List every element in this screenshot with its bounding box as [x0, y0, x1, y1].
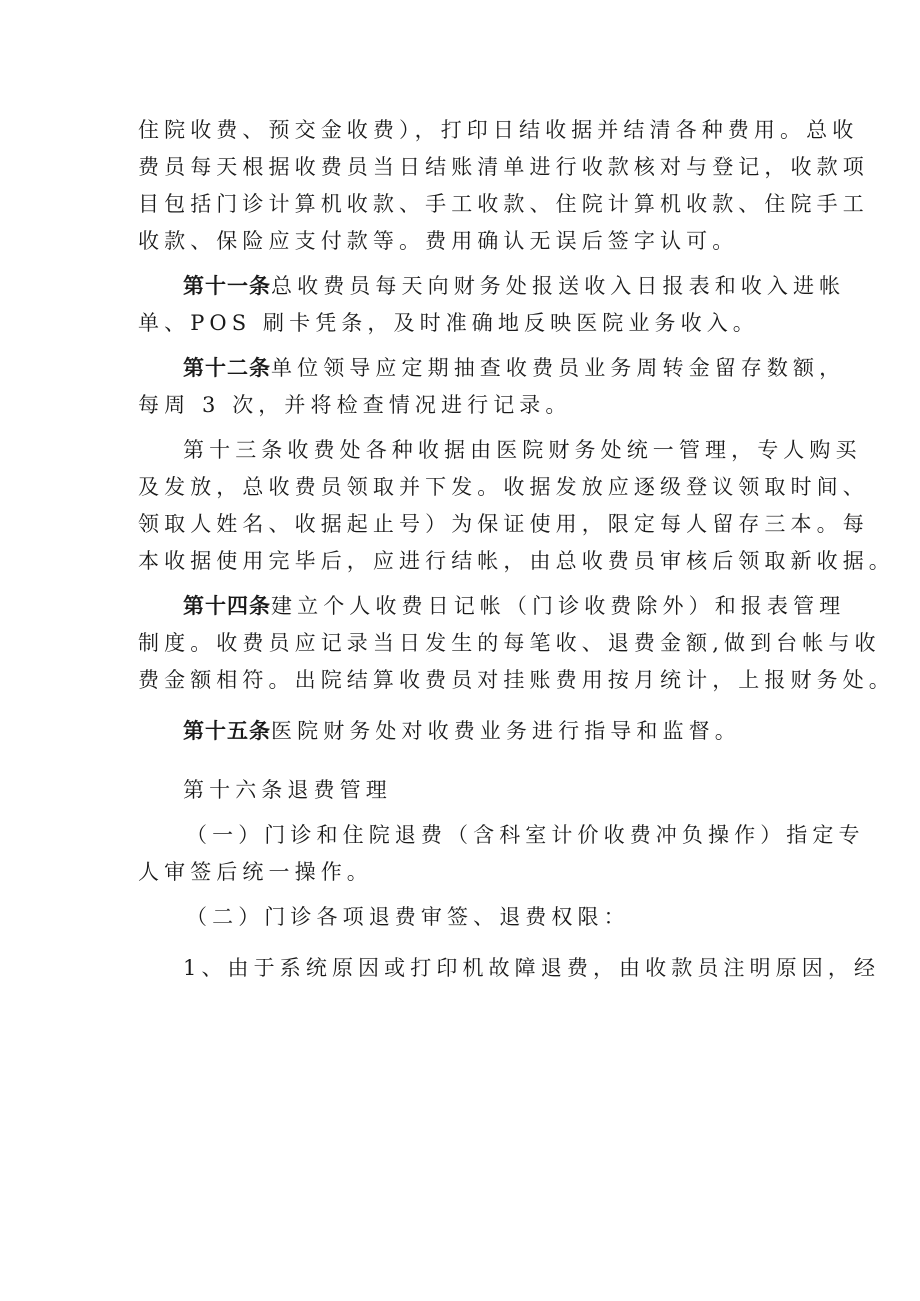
- paragraph-settlement: [138, 112, 869, 260]
- document-page: [138, 112, 895, 987]
- text-line: 1、由于系统原因或打印机故障退费，由收款员注明原因，经: [183, 956, 881, 980]
- text-line: 建立个人收费日记帐（门诊收费除外）和报表管理: [271, 594, 846, 618]
- article-16: [138, 772, 800, 809]
- text-line: 第十三条收费处各种收据由医院财务处统一管理，专人购买: [183, 438, 862, 462]
- article-heading: 第十五条: [183, 719, 271, 743]
- text-line: 本收据使用完毕后，应进行结帐，由总收费员审核后领取新收据。: [138, 549, 895, 573]
- text-line: 目包括门诊计算机收款、手工收款、住院计算机收款、住院手工: [138, 192, 869, 216]
- text-line: 第十六条退费管理: [183, 778, 392, 802]
- article-heading: 第十一条: [183, 274, 271, 298]
- text-line: 制度。收费员应记录当日发生的每笔收、退费金额,做到台帐与收: [138, 631, 881, 655]
- text-line: 单位领导应定期抽查收费员业务周转金留存数额，: [271, 356, 846, 380]
- text-line: 医院财务处对收费业务进行指导和监督。: [271, 719, 741, 743]
- text-line: 总收费员每天向财务处报送收入日报表和收入进帐: [271, 274, 846, 298]
- refund-item-1: [138, 817, 865, 891]
- text-line: 收款、保险应支付款等。费用确认无误后签字认可。: [138, 229, 739, 253]
- article-heading: 第十四条: [183, 594, 271, 618]
- article-15: [138, 713, 800, 750]
- article-heading: 第十二条: [183, 356, 271, 380]
- refund-item-2: [138, 899, 800, 936]
- text-line: 人审签后统一操作。: [138, 860, 373, 884]
- text-line: 费员每天根据收费员当日结账清单进行收款核对与登记，收款项: [138, 155, 869, 179]
- text-line: 单、POS 刷卡凭条，及时准确地反映医院业务收入。: [138, 311, 759, 335]
- text-line: 领取人姓名、收据起止号）为保证使用，限定每人留存三本。每: [138, 512, 869, 536]
- text-line: 每周 3 次，并将检查情况进行记录。: [138, 393, 572, 417]
- text-line: 费金额相符。出院结算收费员对挂账费用按月统计，上报财务处。: [138, 668, 895, 692]
- text-line: 住院收费、预交金收费），打印日结收据并结清各种费用。总收: [138, 118, 859, 142]
- article-11: [138, 268, 846, 342]
- article-14: [138, 588, 895, 699]
- article-13: [138, 432, 895, 580]
- text-line: 及发放，总收费员领取并下发。收据发放应逐级登议领取时间、: [138, 475, 869, 499]
- text-line: （二）门诊各项退费审签、退费权限：: [186, 905, 630, 929]
- text-line: （一）门诊和住院退费（含科室计价收费冲负操作）指定专: [186, 823, 865, 847]
- article-12: [138, 350, 846, 424]
- refund-rule-1: [138, 950, 881, 987]
